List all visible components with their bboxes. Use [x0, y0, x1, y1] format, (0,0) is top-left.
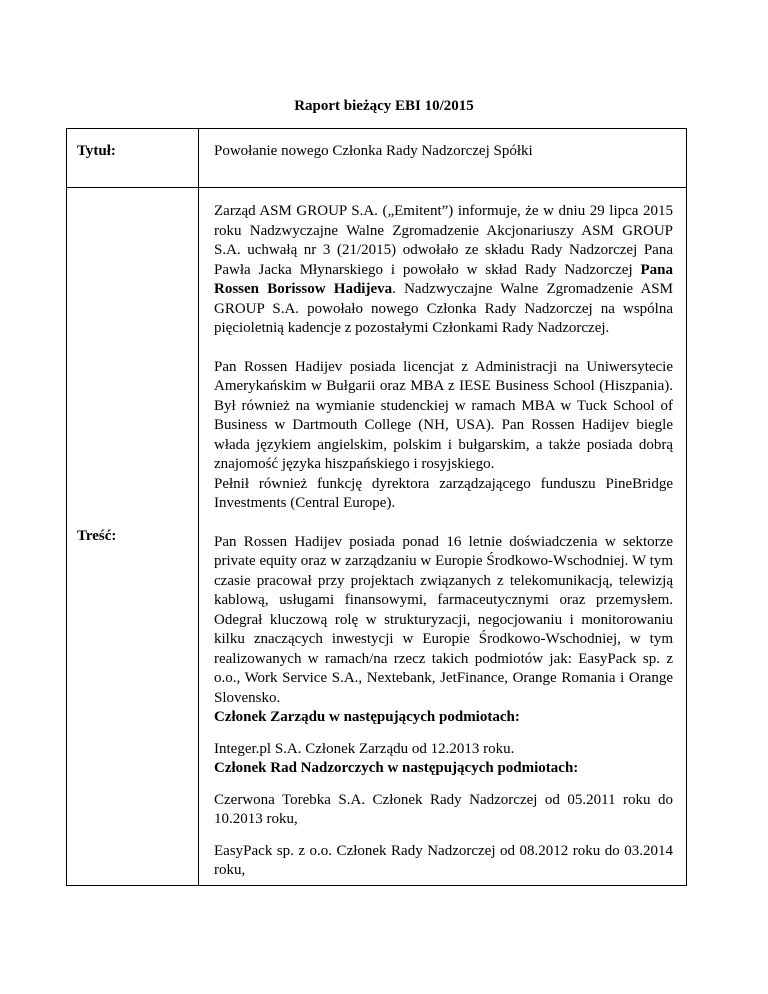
heading-supervisory-positions: Członek Rad Nadzorczych w następujących podmiotach:	[214, 760, 579, 776]
paragraph-pinebridge: Pełnił również funkcję dyrektora zarządzającego funduszu PineBridge Investments (Central Europe).	[214, 475, 673, 511]
paragraph-appointment-text-2: . Nadzwyczajne Walne Zgromadzenie ASM GROUP S.A. powołało nowego Członka Rady Nadzorczej na wspólna pięcioletnią kadencje z pozostałymi Członkami Rady Nadzorczej.	[214, 281, 673, 336]
paragraph-appointment-text-1: Zarząd ASM GROUP S.A. („Emitent”) informuje, że w dniu 29 lipca 2015 roku Nadzwyczajne Walne Zgromadzenie Akcjonariuszy ASM GROUP S.A. uchwałą nr 3 (21/2015) odwołało ze składu Rady Nadzorczej Pana Pawła Jacka Młynarskiego i powołało w skład Rady Nadzorczej	[214, 203, 673, 278]
supervisory-position-item: Czerwona Torebka S.A. Członek Rady Nadzorczej od 05.2011 roku do 10.2013 roku,	[214, 791, 673, 827]
body-content	[199, 188, 687, 886]
board-position-item: Integer.pl S.A. Członek Zarządu od 12.2013 roku.	[214, 740, 515, 757]
body-row	[67, 188, 687, 886]
new-member-name: Pana Rossen Borissow Hadijeva	[214, 261, 673, 297]
title-value: Powołanie nowego Członka Rady Nadzorczej Spółki	[199, 129, 687, 188]
body-label: Treść:	[67, 188, 199, 886]
report-title: Raport bieżący EBI 10/2015	[294, 98, 474, 114]
paragraph-experience: Pan Rossen Hadijev posiada ponad 16 letnie doświadczenia w sektorze private equity oraz w zarządzaniu w Europie Środkowo-Wschodniej. W tym czasie pracował przy projektach związanych z telekomunikacją, telewizją kablową, usługami finansowymi, farmaceutycznymi oraz przemysłem. Odegrał kluczową rolę w strukturyzacji, negocjowaniu i monitorowaniu kilku znaczących inwestycji w Europie Środkowo-Wschodniej, w tym realizowanych w ramach/na rzecz takich podmiotów jak: EasyPack sp. z o.o., Work Service S.A., Nextebank, JetFinance, Orange Romania i Orange Slovensko.	[214, 533, 673, 706]
report-table	[66, 128, 687, 886]
paragraph-appointment	[214, 202, 673, 339]
supervisory-position-item: EasyPack sp. z o.o. Członek Rady Nadzorczej od 08.2012 roku do 03.2014 roku,	[214, 842, 673, 878]
heading-board-positions: Członek Zarządu w następujących podmiotach:	[214, 709, 520, 725]
title-label: Tytuł:	[67, 129, 199, 188]
title-row	[67, 129, 687, 188]
paragraph-education: Pan Rossen Hadijev posiada licencjat z Administracji na Uniwersytecie Amerykańskim w Bułgarii oraz MBA z IESE Business School (Hiszpania). Był również na wymianie studenckiej w ramach MBA w Tuck School of Business w Dartmouth College (NH, USA). Pan Rossen Hadijev biegle włada językiem angielskim, polskim i bułgarskim, a także posiada dobrą znajomość języka hiszpańskiego i rosyjskiego.	[214, 358, 673, 472]
